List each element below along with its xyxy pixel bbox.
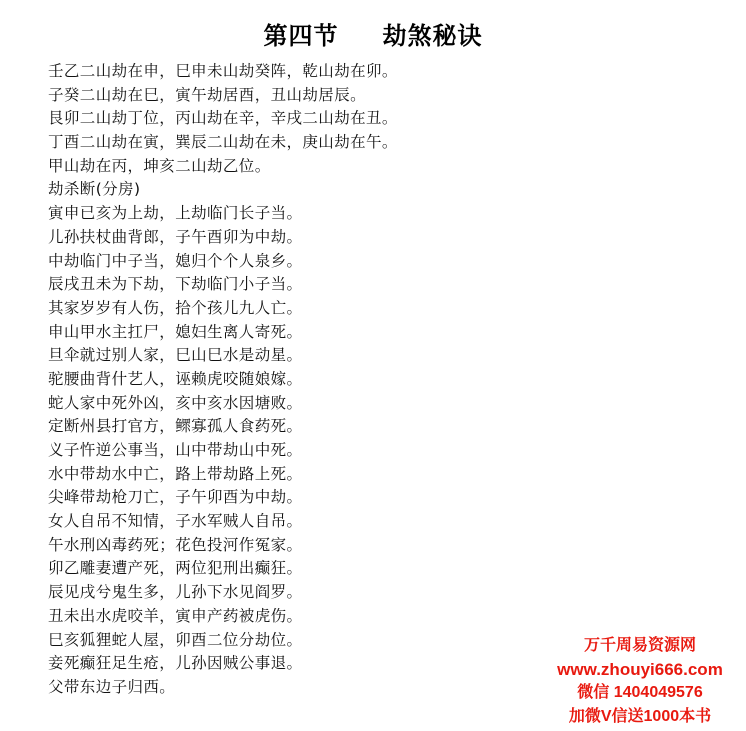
subheading-line: 劫杀断(分房) <box>48 180 141 199</box>
text-line: 女人自吊不知情，子水军贼人自吊。 <box>48 512 303 531</box>
text-line: 水中带劫水中亡，路上带劫路上死。 <box>48 464 303 483</box>
section-number: 第四节 <box>263 22 339 50</box>
section-name: 劫煞秘诀 <box>382 22 483 50</box>
watermark-url: www.zhouyi666.com <box>557 659 723 679</box>
text-line: 寅申已亥为上劫，上劫临门长子当。 <box>48 204 303 223</box>
text-line: 妾死癫狂足生疮，儿孙因贼公事退。 <box>48 654 303 673</box>
text-line: 父带东边子归西。 <box>48 677 176 696</box>
text-line: 辰戌丑未为下劫，下劫临门小子当。 <box>48 275 303 294</box>
text-line: 申山甲水主扛尸，媳妇生离人寄死。 <box>48 322 303 341</box>
text-line: 卯乙雕妻遭产死，两位犯刑出癫狂。 <box>48 559 303 578</box>
text-line: 定断州县打官方，鳏寡孤人食药死。 <box>48 417 303 436</box>
watermark-wechat: 微信 1404049576 <box>577 684 703 701</box>
text-line: 巳亥狐狸蛇人屋，卯酉二位分劫位。 <box>48 630 303 649</box>
text-line: 尖峰带劫枪刀亡，子午卯酉为中劫。 <box>48 488 303 507</box>
text-line: 丑未出水虎咬羊，寅申产药被虎伤。 <box>48 606 303 625</box>
text-line: 丁酉二山劫在寅，巽辰二山劫在未，庚山劫在午。 <box>48 133 398 152</box>
text-line: 艮卯二山劫丁位，丙山劫在辛，辛戌二山劫在丑。 <box>48 109 398 128</box>
text-line: 旦伞就过别人家，巳山巳水是动星。 <box>48 346 303 365</box>
page-title <box>0 16 746 51</box>
text-line: 蛇人家中死外凶，亥中亥水因塘败。 <box>48 393 303 412</box>
watermark-promo: 加微V信送1000本书 <box>568 707 712 725</box>
verse-text-block <box>48 60 508 700</box>
text-line: 其家岁岁有人伤，拾个孩儿九人亡。 <box>48 298 303 317</box>
text-line: 中劫临门中子当，媳归个个人泉乡。 <box>48 251 303 270</box>
text-line: 壬乙二山劫在申，巳申未山劫癸阵，乾山劫在卯。 <box>48 62 398 80</box>
text-line: 义子忤逆公事当，山中带劫山中死。 <box>48 441 303 459</box>
watermark-site-name: 万千周易资源网 <box>583 637 696 654</box>
text-line: 驼腰曲背什艺人，诬赖虎咬随娘嫁。 <box>48 369 303 388</box>
text-line: 辰见戌兮鬼生多，儿孙下水见阎罗。 <box>48 583 303 602</box>
text-line: 午水刑凶毒药死；花色投河作冤家。 <box>48 535 303 554</box>
text-line: 儿孙扶杖曲背郎，子午酉卯为中劫。 <box>48 227 303 246</box>
text-line: 子癸二山劫在巳，寅午劫居酉，丑山劫居辰。 <box>48 85 367 104</box>
watermark <box>542 634 738 728</box>
text-line: 甲山劫在丙，坤亥二山劫乙位。 <box>48 156 271 175</box>
